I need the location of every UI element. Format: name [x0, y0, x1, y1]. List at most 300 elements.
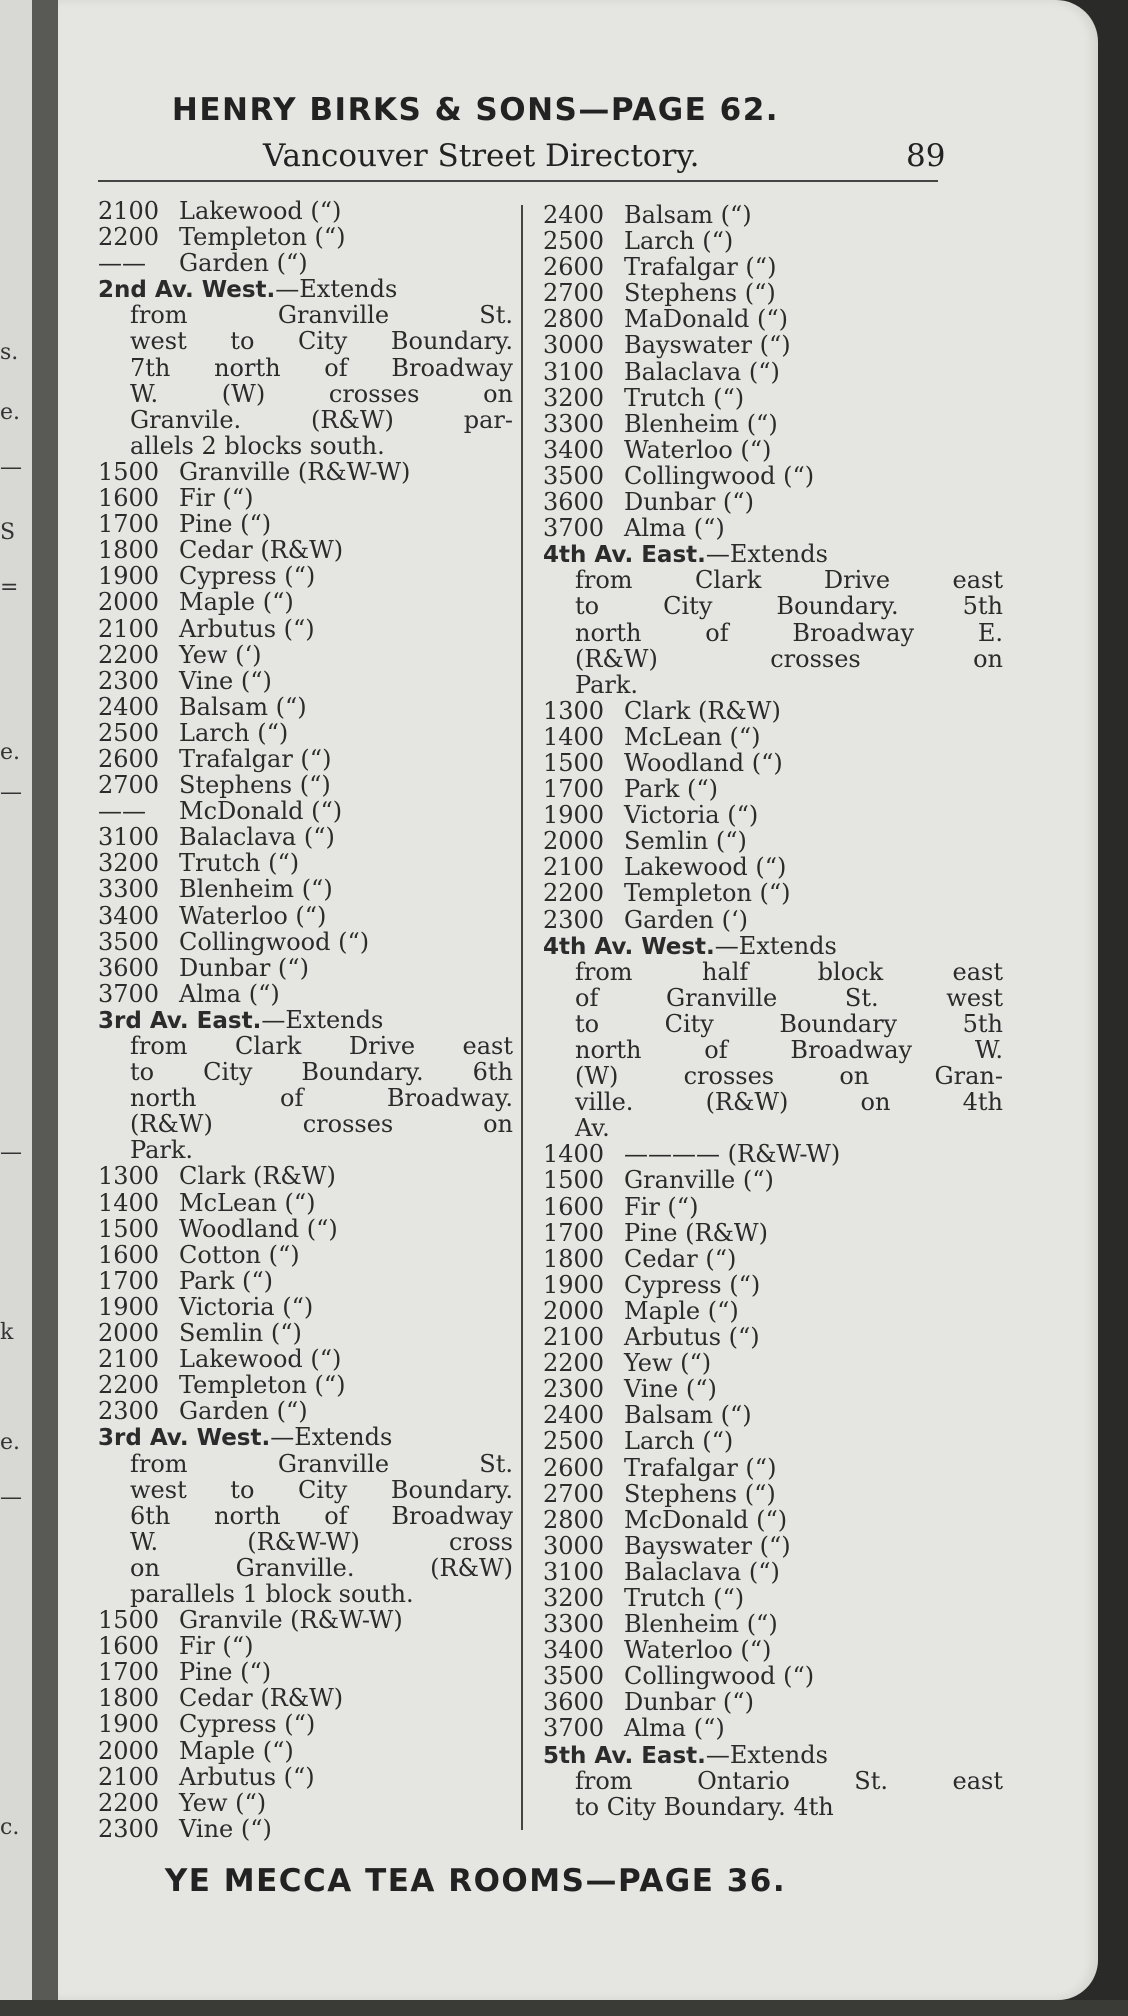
- house-number: 2700: [98, 771, 160, 800]
- avenue-description-line: ville. (R&W) on 4th: [575, 1088, 1003, 1117]
- avenue-description: —Extends: [261, 1005, 384, 1034]
- house-number: 1900: [543, 1270, 605, 1299]
- street-entry: [543, 854, 1003, 880]
- avenue-description-line: to City Boundary 5th: [575, 1009, 1003, 1038]
- margin-fragment: e.: [0, 1430, 21, 1455]
- house-number: 2300: [543, 1375, 605, 1404]
- house-number: 2400: [98, 692, 160, 721]
- cross-street: Stephens (“): [624, 1479, 776, 1508]
- cross-street: Victoria (“): [624, 801, 759, 830]
- cross-street: McLean (“): [179, 1188, 316, 1217]
- cross-street: Woodland (“): [179, 1214, 338, 1243]
- cross-street: Trafalgar (“): [624, 253, 777, 282]
- avenue-description-line: from Clark Drive east: [575, 566, 1003, 595]
- street-entry: [98, 1163, 513, 1189]
- margin-fragment: —: [0, 455, 22, 480]
- house-number: 1700: [543, 775, 605, 804]
- house-number: 1400: [98, 1188, 160, 1217]
- street-entry: [543, 1637, 1003, 1663]
- house-number: 2200: [98, 640, 160, 669]
- cross-street: Alma (“): [624, 1714, 725, 1743]
- cross-street: Cedar (R&W): [179, 536, 344, 565]
- cross-street: Vine (“): [179, 1814, 272, 1843]
- house-number: 3200: [543, 383, 605, 412]
- cross-street: Dunbar (“): [624, 1688, 754, 1717]
- house-number: 2100: [98, 1762, 160, 1791]
- house-number: 2000: [543, 827, 605, 856]
- house-number: 1800: [543, 1244, 605, 1273]
- house-number: 2000: [98, 1319, 160, 1348]
- avenue-description-line: from Granville St.: [130, 1449, 513, 1478]
- cross-street: Lakewood (“): [179, 1345, 342, 1374]
- street-entry: [98, 824, 513, 850]
- avenue-heading-line: [98, 276, 513, 302]
- street-entry: [98, 850, 513, 876]
- house-number: 2500: [543, 227, 605, 256]
- avenue-section: [98, 1424, 513, 1607]
- street-entry: [98, 1607, 513, 1633]
- directory-title: Vancouver Street Directory.: [263, 138, 700, 174]
- cross-street: Templeton (“): [624, 879, 791, 908]
- street-entry: [543, 1559, 1003, 1585]
- margin-fragment: —: [0, 1485, 22, 1510]
- house-number: 2500: [98, 718, 160, 747]
- avenue-description: —Extends: [714, 931, 837, 960]
- street-entry: [98, 1268, 513, 1294]
- cross-street: Arbutus (“): [624, 1323, 760, 1352]
- house-number: 1600: [98, 484, 160, 513]
- margin-fragment: k: [0, 1320, 14, 1345]
- cross-street: Granvile (R&W-W): [179, 1606, 403, 1635]
- house-number: 1600: [98, 1240, 160, 1269]
- cross-street: Yew (“): [624, 1349, 712, 1378]
- street-entry: [98, 668, 513, 694]
- house-number: 1900: [98, 1292, 160, 1321]
- cross-street: Trutch (“): [179, 849, 300, 878]
- street-entry: [543, 1141, 1003, 1167]
- avenue-heading: 4th Av. West.: [543, 933, 715, 960]
- street-entry: [543, 1402, 1003, 1428]
- avenue-section: [98, 276, 513, 459]
- street-entry: [98, 616, 513, 642]
- cross-street: Trutch (“): [624, 383, 745, 412]
- house-number: 2100: [98, 197, 160, 225]
- house-number: 2600: [543, 253, 605, 282]
- cross-street: Clark (R&W): [179, 1162, 336, 1191]
- house-number: 3400: [543, 435, 605, 464]
- house-number: 1400: [543, 722, 605, 751]
- street-entry: [98, 563, 513, 589]
- column-divider: [521, 205, 523, 1830]
- cross-street: MaDonald (“): [624, 305, 789, 334]
- house-number: 2700: [543, 279, 605, 308]
- street-entry: [98, 929, 513, 955]
- header-advert: HENRY BIRKS & SONS—PAGE 62.: [171, 92, 780, 128]
- house-number: 2600: [543, 1453, 605, 1482]
- cross-street: Lakewood (“): [624, 853, 787, 882]
- cross-street: Blenheim (“): [624, 1610, 778, 1639]
- cross-street: Park (“): [624, 775, 719, 804]
- house-number: 3000: [543, 1531, 605, 1560]
- house-number: 1500: [543, 748, 605, 777]
- cross-street: Clark (R&W): [624, 696, 781, 725]
- avenue-description-line: W. (W) crosses on: [130, 379, 513, 408]
- house-number: 2400: [543, 1401, 605, 1430]
- cross-street: Blenheim (“): [624, 409, 778, 438]
- street-entry: [98, 1398, 513, 1424]
- cross-street: Pine (“): [179, 510, 272, 539]
- avenue-description-line: from Clark Drive east: [130, 1032, 513, 1060]
- cross-street: Granville (R&W-W): [179, 457, 411, 486]
- house-number: 3700: [543, 514, 605, 543]
- street-entry: [98, 511, 513, 537]
- avenue-heading: 5th Av. East.: [543, 1742, 706, 1769]
- street-entry: [543, 1611, 1003, 1637]
- street-entry: [543, 254, 1003, 280]
- margin-fragment: —: [0, 1140, 22, 1165]
- cross-street: Fir (“): [624, 1192, 699, 1221]
- street-entry: [543, 724, 1003, 750]
- margin-fragment: S: [0, 520, 16, 545]
- house-number: 1500: [98, 1214, 160, 1243]
- avenue-section: [543, 1742, 1003, 1820]
- street-entry: [543, 828, 1003, 854]
- avenue-section: [543, 541, 1003, 698]
- cross-street: Larch (“): [624, 1427, 734, 1456]
- street-entry: [543, 1689, 1003, 1715]
- street-entry: [98, 1685, 513, 1711]
- cross-street: Arbutus (“): [179, 614, 315, 643]
- street-entry: [543, 1324, 1003, 1350]
- avenue-description-line: W. (R&W-W) cross: [130, 1527, 513, 1556]
- house-number: 1600: [98, 1632, 160, 1661]
- house-number: ——: [98, 797, 146, 826]
- house-number: 1800: [98, 1684, 160, 1713]
- street-entry: [98, 1738, 513, 1764]
- house-number: 2200: [98, 223, 160, 252]
- street-entry: [98, 1372, 513, 1398]
- cross-street: Yew (“): [179, 1788, 267, 1817]
- house-number: 3600: [543, 488, 605, 517]
- house-number: 3500: [543, 1662, 605, 1691]
- cross-street: Cypress (“): [179, 562, 316, 591]
- street-entry: [98, 746, 513, 772]
- avenue-heading-line: [98, 1007, 513, 1033]
- cross-street: Waterloo (“): [624, 435, 772, 464]
- street-entry: [98, 720, 513, 746]
- cross-street: Bayswater (“): [624, 331, 791, 360]
- house-number: 1700: [98, 1266, 160, 1295]
- house-number: 2100: [98, 1345, 160, 1374]
- house-number: 3700: [98, 979, 160, 1008]
- cross-street: Dunbar (“): [624, 488, 754, 517]
- cross-street: Bayswater (“): [624, 1531, 791, 1560]
- house-number: 1300: [543, 696, 605, 725]
- margin-fragment: e.: [0, 740, 21, 765]
- house-number: 1500: [543, 1166, 605, 1195]
- street-entry: [98, 1764, 513, 1790]
- avenue-heading-line: [543, 541, 1003, 567]
- cross-street: Victoria (“): [179, 1292, 314, 1321]
- street-entry: [98, 1790, 513, 1816]
- cross-street: Waterloo (“): [179, 901, 327, 930]
- street-entry: [98, 1216, 513, 1242]
- house-number: 3300: [543, 1610, 605, 1639]
- avenue-description-line: north of Broadway.: [130, 1084, 513, 1113]
- house-number: 1700: [98, 510, 160, 539]
- house-number: 1900: [543, 801, 605, 830]
- avenue-description-line: Av.: [575, 1114, 610, 1143]
- cross-street: Semlin (“): [179, 1319, 302, 1348]
- house-number: 2800: [543, 305, 605, 334]
- street-entry: [543, 1350, 1003, 1376]
- street-entry: [543, 776, 1003, 802]
- cross-street: McLean (“): [624, 722, 761, 751]
- street-entry: [543, 515, 1003, 541]
- house-number: 3600: [543, 1688, 605, 1717]
- avenue-description-line: north of Broadway E.: [575, 618, 1003, 647]
- house-number: 3600: [98, 953, 160, 982]
- cross-street: Maple (“): [179, 588, 294, 617]
- street-entry: [543, 202, 1003, 228]
- street-entry: [543, 437, 1003, 463]
- cross-street: Yew (‘): [179, 640, 262, 669]
- cross-street: Balsam (“): [624, 1401, 752, 1430]
- cross-street: Collingwood (“): [624, 1662, 815, 1691]
- house-number: 2100: [98, 614, 160, 643]
- margin-fragment: e.: [0, 400, 21, 425]
- street-entry: [543, 306, 1003, 332]
- house-number: 3400: [98, 901, 160, 930]
- street-entry: [98, 250, 513, 276]
- avenue-description-line: to City Boundary. 4th: [575, 1792, 834, 1821]
- street-entry: [543, 463, 1003, 489]
- avenue-description-line: west to City Boundary.: [130, 327, 513, 356]
- house-number: 3200: [98, 849, 160, 878]
- street-entry: [543, 1715, 1003, 1741]
- house-number: 2300: [98, 666, 160, 695]
- house-number: 1500: [98, 457, 160, 486]
- footer-advert: YE MECCA TEA ROOMS—PAGE 36.: [164, 1863, 787, 1899]
- header-rule: [98, 180, 938, 182]
- street-entry: [543, 1455, 1003, 1481]
- street-entry: [98, 537, 513, 563]
- street-entry: [543, 750, 1003, 776]
- house-number: 3100: [98, 823, 160, 852]
- house-number: 1600: [543, 1192, 605, 1221]
- avenue-description-line: (R&W) crosses on: [575, 644, 1003, 673]
- house-number: 2400: [543, 201, 605, 229]
- avenue-heading: 3rd Av. West.: [98, 1425, 271, 1452]
- avenue-description: —Extends: [270, 1423, 393, 1452]
- avenue-description: —Extends: [705, 540, 828, 569]
- house-number: 2000: [98, 588, 160, 617]
- avenue-description-line: (R&W) crosses on: [130, 1110, 513, 1139]
- street-entry: [543, 907, 1003, 933]
- avenue-description-line: north of Broadway W.: [575, 1036, 1003, 1064]
- avenue-description-line: 7th north of Broadway: [130, 353, 513, 382]
- street-entry: [98, 198, 513, 224]
- street-entry: [98, 903, 513, 929]
- facing-page-strip: [0, 0, 32, 2016]
- avenue-description-line: (W) crosses on Gran-: [575, 1062, 1003, 1091]
- cross-street: Garden (“): [179, 249, 308, 278]
- house-number: 2200: [98, 1371, 160, 1400]
- cross-street: Alma (“): [624, 514, 725, 543]
- avenue-description-line: west to City Boundary.: [130, 1475, 513, 1504]
- avenue-description-line: 6th north of Broadway: [130, 1501, 513, 1530]
- house-number: 2100: [543, 1323, 605, 1352]
- street-entry: [98, 589, 513, 615]
- house-number: 1700: [98, 1658, 160, 1687]
- avenue-description-line: allels 2 blocks south.: [130, 431, 385, 460]
- margin-fragment: —: [0, 780, 22, 805]
- cross-street: Collingwood (“): [624, 461, 815, 490]
- street-entry: [543, 1663, 1003, 1689]
- page-edge-shadow: [0, 2000, 1128, 2016]
- street-entry: [98, 1320, 513, 1346]
- avenue-heading: 3rd Av. East.: [98, 1007, 262, 1034]
- house-number: 1700: [543, 1218, 605, 1247]
- cross-street: Balaclava (“): [624, 357, 780, 386]
- avenue-description-line: Park.: [130, 1136, 194, 1165]
- left-column: [98, 198, 513, 1842]
- cross-street: Waterloo (“): [624, 1636, 772, 1665]
- cross-street: Maple (“): [624, 1296, 739, 1325]
- street-entry: [98, 1816, 513, 1842]
- house-number: 1400: [543, 1140, 605, 1169]
- margin-fragment: s.: [0, 340, 19, 365]
- avenue-description-line: from Ontario St. east: [575, 1766, 1003, 1795]
- avenue-description-line: to City Boundary. 6th: [130, 1058, 513, 1087]
- street-entry: [543, 1376, 1003, 1402]
- cross-street: Collingwood (“): [179, 927, 370, 956]
- house-number: 2700: [543, 1479, 605, 1508]
- street-entry: [543, 1220, 1003, 1246]
- cross-street: Balsam (“): [179, 692, 307, 721]
- cross-street: Cypress (“): [179, 1710, 316, 1739]
- cross-street: Stephens (“): [624, 279, 776, 308]
- avenue-section: [98, 1007, 513, 1164]
- house-number: 1900: [98, 1710, 160, 1739]
- house-number: 3500: [98, 927, 160, 956]
- cross-street: Garden (“): [179, 1397, 308, 1426]
- street-entry: [98, 1711, 513, 1737]
- cross-street: Trutch (“): [624, 1583, 745, 1612]
- avenue-heading-line: [543, 1742, 1003, 1768]
- cross-street: Balaclava (“): [179, 823, 335, 852]
- cross-street: Pine (R&W): [624, 1218, 768, 1247]
- cross-street: Cedar (“): [624, 1244, 737, 1273]
- street-entry: [543, 332, 1003, 358]
- cross-street: Stephens (“): [179, 771, 331, 800]
- house-number: ——: [98, 249, 146, 278]
- avenue-description-line: from half block east: [575, 957, 1003, 986]
- cross-street: Balaclava (“): [624, 1557, 780, 1586]
- cross-street: Fir (“): [179, 484, 254, 513]
- cross-street: Blenheim (“): [179, 875, 333, 904]
- street-entry: [98, 485, 513, 511]
- cross-street: Maple (“): [179, 1736, 294, 1765]
- street-entry: [98, 981, 513, 1007]
- house-number: 3100: [543, 357, 605, 386]
- avenue-section: [543, 933, 1003, 1142]
- street-entry: [543, 880, 1003, 906]
- cross-street: Semlin (“): [624, 827, 747, 856]
- street-entry: [543, 1298, 1003, 1324]
- cross-street: Lakewood (“): [179, 197, 342, 225]
- margin-fragment: c.: [0, 1815, 20, 1840]
- house-number: 3400: [543, 1636, 605, 1665]
- street-entry: [98, 798, 513, 824]
- house-number: 3200: [543, 1583, 605, 1612]
- avenue-description-line: parallels 1 block south.: [130, 1579, 414, 1608]
- margin-fragment: =: [0, 575, 19, 600]
- house-number: 2800: [543, 1505, 605, 1534]
- street-entry: [98, 876, 513, 902]
- street-entry: [98, 642, 513, 668]
- avenue-description-line: on Granville. (R&W): [130, 1553, 513, 1582]
- street-entry: [543, 1585, 1003, 1611]
- cross-street: Trafalgar (“): [624, 1453, 777, 1482]
- cross-street: ———— (R&W-W): [624, 1140, 841, 1169]
- street-entry: [98, 224, 513, 250]
- house-number: 1800: [98, 536, 160, 565]
- cross-street: Larch (“): [624, 227, 734, 256]
- cross-street: Pine (“): [179, 1658, 272, 1687]
- avenue-description: —Extends: [275, 275, 398, 304]
- house-number: 3300: [543, 409, 605, 438]
- cross-street: Arbutus (“): [179, 1762, 315, 1791]
- street-entry: [543, 1533, 1003, 1559]
- cross-street: McDonald (“): [624, 1505, 788, 1534]
- avenue-description-line: Park.: [575, 670, 639, 699]
- avenue-description: —Extends: [705, 1740, 828, 1769]
- cross-street: Cypress (“): [624, 1270, 761, 1299]
- house-number: 1300: [98, 1162, 160, 1191]
- street-entry: [98, 1346, 513, 1372]
- street-entry: [543, 1428, 1003, 1454]
- street-entry: [543, 1167, 1003, 1193]
- house-number: 2500: [543, 1427, 605, 1456]
- house-number: 1500: [98, 1606, 160, 1635]
- cross-street: Granville (“): [624, 1166, 774, 1195]
- house-number: 2600: [98, 744, 160, 773]
- cross-street: Vine (“): [624, 1375, 717, 1404]
- avenue-heading-line: [543, 933, 1003, 959]
- house-number: 3300: [98, 875, 160, 904]
- house-number: 3500: [543, 461, 605, 490]
- house-number: 3700: [543, 1714, 605, 1743]
- street-entry: [543, 385, 1003, 411]
- house-number: 2300: [98, 1397, 160, 1426]
- avenue-description-line: Granvile. (R&W) par-: [130, 405, 513, 434]
- cross-street: Trafalgar (“): [179, 744, 332, 773]
- right-column: [543, 202, 1003, 1820]
- directory-page: [58, 0, 1098, 2000]
- street-entry: [543, 489, 1003, 515]
- avenue-heading-line: [98, 1424, 513, 1450]
- street-entry: [98, 694, 513, 720]
- house-number: 2300: [543, 905, 605, 934]
- street-entry: [543, 228, 1003, 254]
- house-number: 2200: [543, 1349, 605, 1378]
- cross-street: Vine (“): [179, 666, 272, 695]
- cross-street: Templeton (“): [179, 1371, 346, 1400]
- house-number: 2100: [543, 853, 605, 882]
- cross-street: Dunbar (“): [179, 953, 309, 982]
- avenue-description-line: to City Boundary. 5th: [575, 592, 1003, 621]
